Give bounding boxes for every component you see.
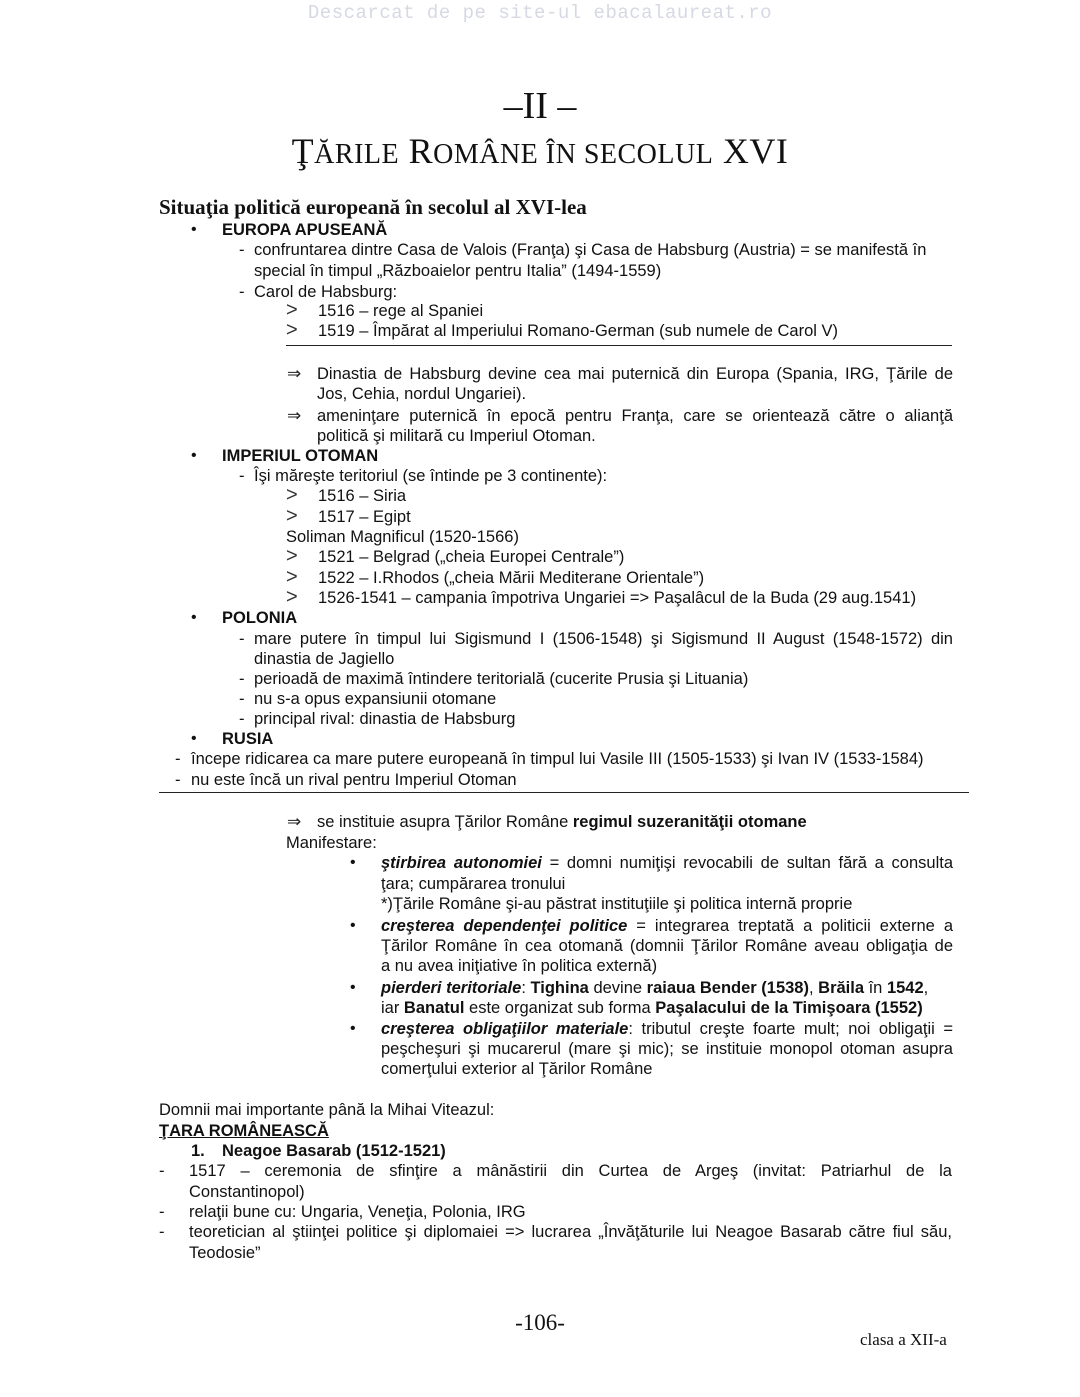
bullet: • [191, 730, 197, 747]
footer-label: clasa a XII-a [860, 1330, 947, 1349]
tara-romaneasca-heading: ŢARA ROMÂNEASCĂ [159, 1122, 329, 1140]
text-line: Teodosie” [189, 1244, 261, 1262]
europa-heading: EUROPA APUSEANĂ [222, 221, 388, 239]
page-number: -106- [515, 1310, 565, 1335]
watermark: Descarcat de pe site-ul ebacalaureat.ro [307, 2, 773, 24]
arrow-marker: ⇒ [287, 364, 302, 383]
chapter-number: –II – [503, 85, 577, 127]
text-line [381, 1019, 953, 1039]
dash: - [159, 1223, 165, 1241]
text-line: relaţii bune cu: Ungaria, Veneţia, Polonia, IRG [189, 1203, 526, 1221]
bullet: • [350, 979, 356, 996]
text-line: comerţului exterior al Ţărilor Române [381, 1060, 653, 1078]
gt-marker: > [286, 505, 298, 527]
bullet: • [350, 1020, 356, 1037]
dash: - [239, 630, 245, 648]
list-item: 1516 – rege al Spaniei [318, 302, 484, 320]
text-span: = integrarea treptată a politicii externe a [636, 917, 953, 935]
gt-marker: > [286, 566, 298, 588]
text-line: ţara; cumpărarea tronului [381, 875, 566, 893]
title-part: XVI [722, 131, 789, 171]
gt-marker: > [286, 299, 298, 321]
text-line [381, 916, 953, 936]
text-line: confruntarea dintre Casa de Valois (Franţa) şi Casa de Habsburg (Austria) = se manifestă în [254, 241, 927, 259]
text-line: Constantinopol) [189, 1183, 305, 1201]
text-line: perioadă de maximă întindere teritorială (cucerite Prusia şi Lituania) [254, 670, 749, 688]
text-span: creşterea obligaţiilor materiale [381, 1020, 629, 1038]
title-part: Ţ [291, 131, 315, 171]
dash: - [239, 710, 245, 728]
dash: - [239, 283, 245, 301]
list-item: 1517 – Egipt [318, 508, 411, 526]
dash: - [239, 467, 245, 485]
dash: - [239, 690, 245, 708]
text-line: Soliman Magnificul (1520-1566) [286, 528, 519, 546]
gt-marker: > [286, 545, 298, 567]
text-span: : tributul creşte foarte mult; noi obligaţii = [628, 1020, 954, 1038]
text-line: special în timpul „Războaielor pentru Italia” (1494-1559) [254, 262, 662, 280]
text-line: Dinastia de Habsburg devine cea mai puternică din Europa (Spania, IRG, Ţările de [317, 365, 953, 383]
text-span: , [923, 979, 929, 997]
bullet: • [191, 221, 197, 238]
text-line: principal rival: dinastia de Habsburg [254, 710, 516, 728]
list-item: 1516 – Siria [318, 487, 407, 505]
list-item: 1522 – I.Rhodos („cheia Mării Mediterane Orientale”) [318, 569, 705, 587]
text-span: Tighina [530, 979, 589, 997]
dash: - [175, 750, 181, 768]
text-span: raiaua Bender (1538) [646, 979, 809, 997]
section-heading: Situaţia politică europeană în secolul al XVI-lea [159, 195, 587, 219]
imperiul-heading: IMPERIUL OTOMAN [222, 447, 379, 465]
text-span: regimul suzeranităţii otomane [572, 813, 807, 831]
text-line: politică şi militară cu Imperiul Otoman. [317, 427, 596, 445]
text-line: mare putere în timpul lui Sigismund I (1506-1548) şi Sigismund II August (1548-1572) din [254, 630, 953, 648]
text-span: în [864, 979, 887, 997]
chapter-title [0, 130, 1080, 172]
text-line: Carol de Habsburg: [254, 283, 398, 301]
bullet: • [350, 917, 356, 934]
text-line [381, 853, 953, 873]
text-line: teoretician al ştiinţei politice şi diplomaiei => lucrarea „Învăţăturile lui Neagoe Basarab către fiul său, [189, 1223, 952, 1241]
text-line: începe ridicarea ca mare putere europeană în timpul lui Vasile III (1505-1533) şi Ivan IV (1533-1584) [191, 750, 924, 768]
text-span: creşterea dependenţei politice [381, 917, 628, 935]
title-part: R [408, 131, 434, 171]
text-line: Îşi măreşte teritoriul (se întinde pe 3 continente): [254, 467, 608, 485]
list-item: 1526-1541 – campania împotriva Ungariei => Paşalâcul de la Buda (29 aug.1541) [318, 589, 917, 607]
text-line: nu este încă un rival pentru Imperiul Otoman [191, 771, 517, 789]
text-line: Jos, Cehia, nordul Ungariei). [317, 385, 527, 403]
text-span: = domni numiţişi revocabili de sultan fără a consulta [549, 854, 954, 872]
text-span: : [521, 979, 531, 997]
text-line: dinastia de Jagiello [254, 650, 395, 668]
bullet: • [191, 447, 197, 464]
text-line: 1517 – ceremonia de sfinţire a mânăstirii din Curtea de Argeş (invitat: Patriarhul de la [189, 1162, 952, 1180]
text-line: Manifestare: [286, 834, 377, 852]
title-part: OMÂNE ÎN SECOLUL [433, 139, 714, 170]
text-span: se instituie asupra Ţărilor Române [317, 813, 569, 831]
text-span: 1542 [886, 979, 924, 997]
rusia-heading: RUSIA [222, 730, 274, 748]
text-span: devine [588, 979, 647, 997]
dash: - [239, 241, 245, 259]
dash: - [159, 1162, 165, 1180]
dash: - [239, 670, 245, 688]
gt-marker: > [286, 319, 298, 341]
bullet: • [191, 609, 197, 626]
text-line: nu s-a opus expansiunii otomane [254, 690, 497, 708]
text-span: Paşalacului de la Timişoara (1552) [655, 999, 923, 1017]
list-item: 1521 – Belgrad („cheia Europei Centrale”) [318, 548, 625, 566]
arrow-marker: ⇒ [287, 406, 302, 425]
text-span: Banatul [403, 999, 465, 1017]
text-span: Brăila [818, 979, 865, 997]
text-line: ameninţare puternică în epocă pentru Franţa, care se orientează către o alianţă [317, 407, 953, 425]
ruler-number: 1. [191, 1142, 205, 1160]
ruler-heading: Neagoe Basarab (1512-1521) [222, 1142, 446, 1160]
title-part: ĂRILE [314, 139, 400, 170]
divider [286, 345, 952, 346]
text-span: pierderi teritoriale [381, 979, 522, 997]
text-line: a nu avea iniţiative în politica externă) [381, 957, 658, 975]
divider [159, 792, 969, 793]
polonia-heading: POLONIA [222, 609, 298, 627]
text-span: este organizat sub forma [464, 999, 656, 1017]
text-span: iar [381, 999, 404, 1017]
text-line [317, 812, 807, 832]
text-span: , [808, 979, 819, 997]
text-line [381, 978, 928, 998]
bullet: • [350, 854, 356, 871]
text-line: *)Ţările Române şi-au păstrat instituţiile şi politica internă proprie [381, 895, 853, 913]
gt-marker: > [286, 586, 298, 608]
text-line: Domnii mai importante până la Mihai Viteazul: [159, 1101, 495, 1119]
dash: - [159, 1203, 165, 1221]
text-line: peşcheşuri şi mucarerul (mare şi mic); se instituie monopol otoman asupra [381, 1040, 953, 1058]
list-item: 1519 – Împărat al Imperiului Romano-German (sub numele de Carol V) [318, 322, 838, 340]
text-span: ştirbirea autonomiei [381, 854, 542, 872]
gt-marker: > [286, 484, 298, 506]
text-line [381, 998, 923, 1018]
dash: - [175, 771, 181, 789]
arrow-marker: ⇒ [287, 812, 302, 831]
text-line: Ţărilor Române în cea otomană (domnii Ţărilor Române aveau obligaţia de [381, 937, 953, 955]
